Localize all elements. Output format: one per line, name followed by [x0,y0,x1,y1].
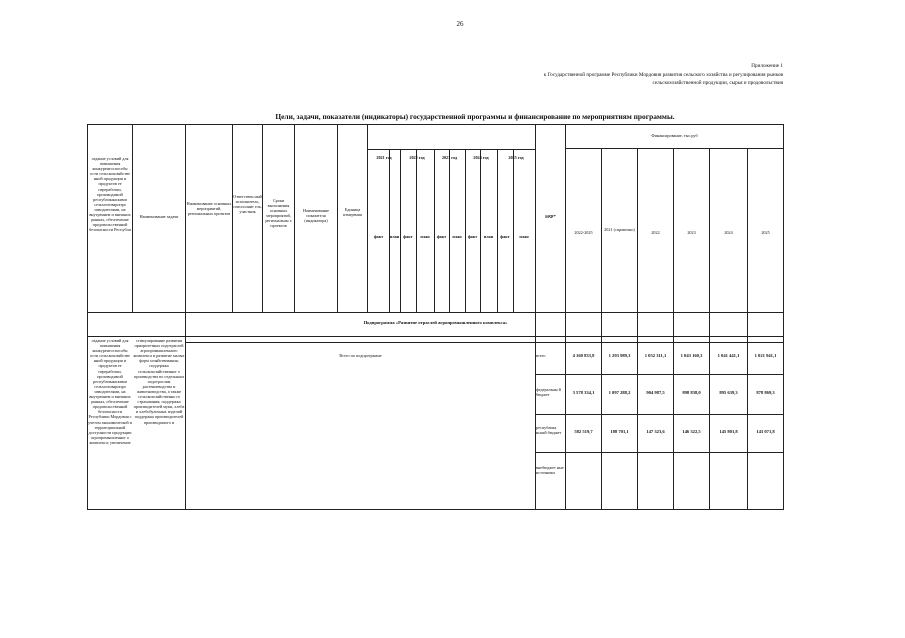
program-table [87,124,784,510]
value-cell: 4 160 833,8 [572,353,595,358]
value-cell: 898 838,0 [682,390,701,395]
sub-fact: факт [403,234,413,239]
page-number: 26 [456,20,464,28]
appendix-line-1: Приложение 1 [751,63,783,69]
fin-col-2024: 2024 [724,230,733,235]
header-measures: Наименование основных мероприятий, региональных проектов [186,201,232,217]
sub-plan: план [519,234,529,239]
header-responsible: Ответствен ный исполнитель, соисполнит ель, участник [233,194,262,215]
value-cell: 3 578 334,1 [572,390,595,395]
value-cell: 146 322,5 [682,429,701,434]
appendix-line-3: сельскохозяйственной продукции, сырья и продовольствия [652,80,783,86]
header-task: Наименование задачи [139,214,179,219]
fin-col-2025: 2025 [761,230,770,235]
value-cell: 143 071,8 [756,429,775,434]
value-cell: 188 701,1 [610,429,629,434]
sub-plan: план [483,234,494,239]
header-indicator: Наименование показателя (индикатора) [302,208,330,224]
value-cell: 1 293 989,3 [608,353,631,358]
year-2024: 2024 год [473,155,489,160]
value-cell: 895 639,3 [719,390,738,395]
fin-col-2023: 2023 [687,230,696,235]
header-financing: Финансирование, тыс.руб [651,133,698,138]
value-cell: 1 043 160,3 [680,353,703,358]
year-2025: 2025 год [508,155,524,160]
year-2023: 2023 год [441,155,458,160]
appendix-note [363,62,783,88]
value-cell: 1 097 288,2 [608,390,631,395]
source-extrabudget: внебюджет ные источники [536,465,564,476]
subprogram-title: Подпрограмма «Развитие отраслей агропромышленного комплекса» [363,320,508,325]
value-cell: 904 987,5 [646,390,665,395]
total-label: Всего по подпрограмме [339,353,382,358]
body-task: стимулирование развития приоритетных подотраслей агропромышленного комплекса и развитие малых форм хозяйствования; поддержка сельскохозяйственног о производства по отдельным подотраслям растениеводства и животноводства, а также сельскохозяйственно го страхования; поддержка производителей муки, хлеба и хлебобулочных изделий поддержка производителей производимого и [133,338,185,425]
fin-col-2021: 2021 (справочно) [604,227,635,232]
sub-plan: план [420,234,430,239]
source-total: всего [536,353,546,358]
value-cell: 582 519,7 [574,429,593,434]
sub-plan: план [452,234,462,239]
value-cell: 145 801,8 [719,429,738,434]
header-terms: Сроки выполнения основных мероприятий, региональны х проектов [265,198,292,229]
year-2022: 2022 год [409,155,425,160]
fin-col-total: 2022-2025 [574,230,593,235]
sub-fact: факт [436,234,447,239]
year-2021: 2021 год [376,155,392,160]
source-republic: республика нский бюджет [536,425,562,436]
sub-fact: факт [500,234,510,239]
sub-fact: факт [467,234,478,239]
value-cell: 1 021 941,1 [754,353,777,358]
document-title: Цели, задачи, показатели (индикаторы) государственной программы и финансирование по мероприятиям программы. [275,112,675,121]
value-cell: 1 041 441,1 [717,353,740,358]
value-cell: 878 869,3 [756,390,775,395]
source-federal: федеральны й бюджет [536,387,561,398]
sub-plan: план [389,234,400,239]
header-goal: оздание условий для повышения конкурентоспособн ости сельскохозяйстве нной продукции и продуктов ее переработки, производимой республиканскими сельхозтоваропро изводителями, на внутреннем и внешних рынках, обеспечение продовольственной безопасности Республи [89,156,131,233]
value-cell: 1 052 311,1 [644,353,667,358]
value-cell: 147 323,6 [646,429,665,434]
sub-fact: факт [373,234,384,239]
fin-col-2022: 2022 [651,230,660,235]
header-unit: Единица измерения [343,207,362,218]
body-goal: оздание условий для повышения конкурентоспособн ости сельскохозяйстве нной продукции и продуктов ее переработки, производимой республиканскими сельхозтоваропро изводителями, на внутреннем и внешних рынках, обеспечение продовольственной безопасности Республики Мордовия с учетом экономической и территориальной доступности продукции агропромышленног о комплекса; увеличение [88,338,132,445]
header-nf: НФ* [545,215,556,220]
appendix-line-2: к Государственной программе Республики Мордовия развития сельского хозяйства и регулирования рынков [543,71,783,78]
